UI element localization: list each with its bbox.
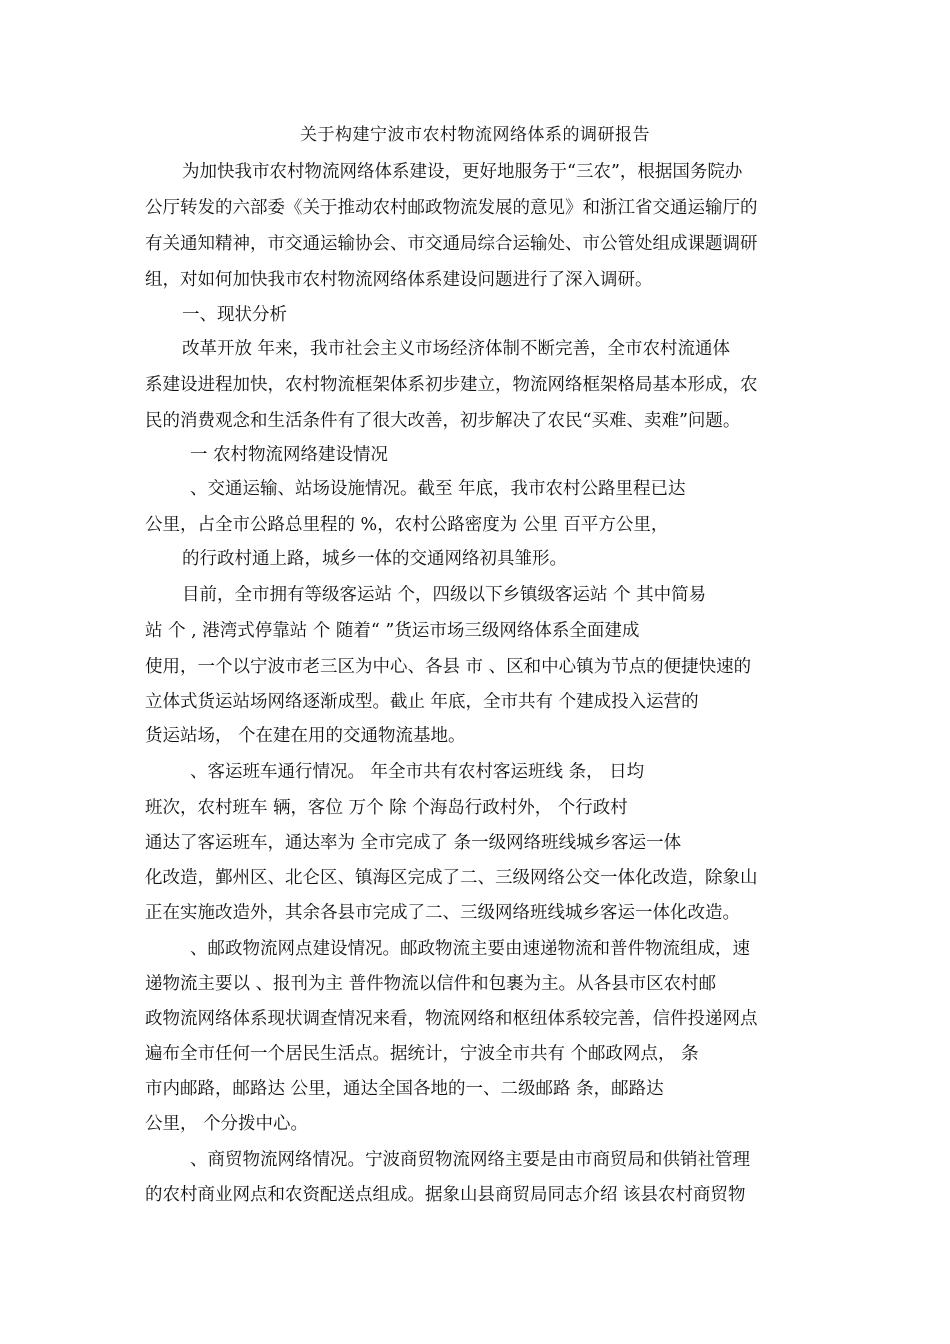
text-line: 公里，占全市公路总里程的 %，农村公路密度为 公里 百平方公里，: [145, 515, 669, 535]
text-line: 组，对如何加快我市农村物流网络体系建设问题进行了深入调研。: [145, 270, 653, 290]
section-heading: 一、现状分析: [182, 305, 287, 325]
text-line: 、客运班车通行情况。 年全市共有农村客运班线 条， 日均: [190, 762, 645, 782]
text-line: 正在实施改造外，其余各县市完成了二、三级网络班线城乡客运一体化改造。: [145, 903, 740, 923]
text-line: 政物流网络体系现状调查情况来看，物流网络和枢纽体系较完善，信件投递网点: [145, 1009, 758, 1029]
text-line: 化改造，鄞州区、北仑区、镇海区完成了二、三级网络公交一体化改造，除象山: [145, 868, 758, 888]
text-line: 递物流主要以 、报刊为主 普件物流以信件和包裹为主。从各县市区农村邮: [145, 974, 717, 994]
text-line: 为加快我市农村物流网络体系建设，更好地服务于“三农”，根据国务院办: [182, 162, 743, 182]
text-line: 的农村商业网点和农资配送点组成。据象山县商贸局同志介绍 该县农村商贸物: [145, 1185, 746, 1205]
text-line: 市内邮路，邮路达 公里，通达全国各地的一、二级邮路 条，邮路达: [145, 1079, 664, 1099]
text-line: 、商贸物流网络情况。宁波商贸物流网络主要是由市商贸局和供销社管理: [190, 1150, 750, 1170]
text-line: 公里， 个分拨中心。: [145, 1114, 309, 1134]
text-line: 货运站场， 个在建在用的交通物流基地。: [145, 726, 466, 746]
subsection-heading: 一 农村物流网络建设情况: [190, 445, 389, 465]
text-line: 目前，全市拥有等级客运站 个，四级以下乡镇级客运站 个 其中简易: [182, 585, 707, 605]
text-line: 改革开放 年来，我市社会主义市场经济体制不断完善，全市农村流通体: [182, 339, 731, 359]
text-line: 遍布全市任何一个居民生活点。据统计，宁波全市共有 个邮政网点， 条: [145, 1044, 699, 1064]
text-line: 、邮政物流网点建设情况。邮政物流主要由速递物流和普件物流组成，速: [190, 939, 750, 959]
text-line: 、交通运输、站场设施情况。截至 年底，我市农村公路里程已达: [190, 479, 686, 499]
text-line: 通达了客运班车，通达率为 全市完成了 条一级网络班线城乡客运一体: [145, 833, 682, 853]
text-line: 公厅转发的六部委《关于推动农村邮政物流发展的意见》和浙江省交通运输厅的: [145, 198, 758, 218]
text-line: 的行政村通上路，城乡一体的交通网络初具雏形。: [182, 549, 567, 569]
text-line: 民的消费观念和生活条件有了很大改善，初步解决了农民“买难、卖难”问题。: [145, 411, 741, 431]
text-line: 立体式货运站场网络逐渐成型。截止 年底，全市共有 个建成投入运营的: [145, 692, 699, 712]
text-line: 班次，农村班车 辆，客位 万个 除 个海岛行政村外， 个行政村: [145, 798, 628, 818]
text-line: 站 个 , 港湾式停靠站 个 随着“ ”货运市场三级网络体系全面建成: [145, 621, 640, 641]
text-line: 使用，一个以宁波市老三区为中心、各县 市 、区和中心镇为节点的便捷快速的: [145, 657, 752, 677]
text-line: 有关通知精神，市交通运输协会、市交通局综合运输处、市公管处组成课题调研: [145, 234, 758, 254]
page-title: 关于构建宁波市农村物流网络体系的调研报告: [300, 125, 650, 145]
text-line: 系建设进程加快，农村物流框架体系初步建立，物流网络框架格局基本形成，农: [145, 375, 758, 395]
